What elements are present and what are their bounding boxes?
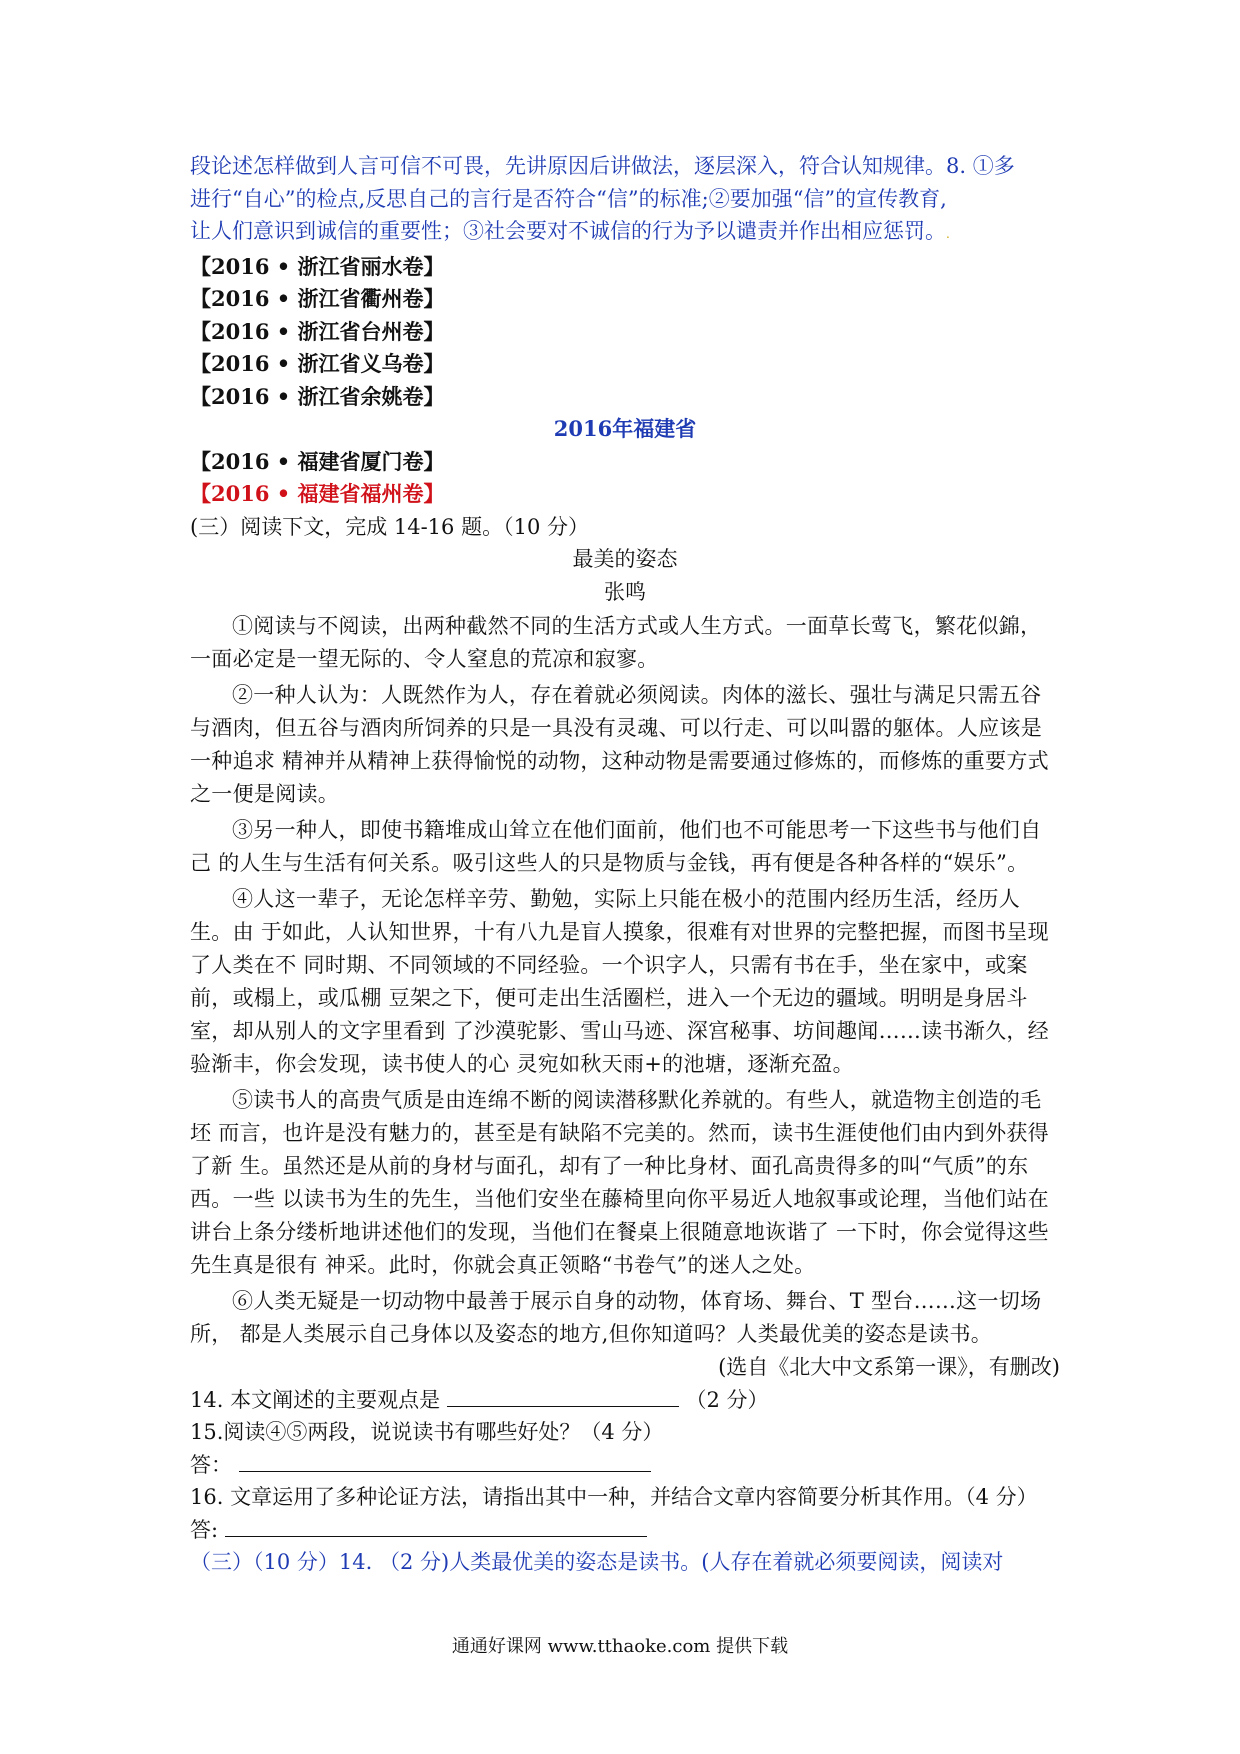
- article-paragraph-6: ⑥人类无疑是一切动物中最善于展示自身的动物，体育场、舞台、T 型台……这一切场所， 都是人类展示自己身体以及姿态的地方,但你知道吗？人类最优美的姿态是读书。: [190, 1289, 1042, 1346]
- section-intro: (三）阅读下文，完成 14-16 题。（10 分）: [190, 514, 589, 539]
- zhejiang-exam-headers: [190, 251, 1060, 414]
- question-15-answer: [190, 1449, 1060, 1482]
- answer-line-1: 段论述怎样做到人言可信不可畏，先讲原因后讲做法，逐层深入，符合认知规律。8. ①多: [190, 154, 1015, 178]
- exam-header-yuyao: 【2016 • 浙江省余姚卷】: [190, 383, 445, 409]
- article-paragraph-4: ④人这一辈子，无论怎样辛劳、勤勉，实际上只能在极小的范围内经历生活，经历人生。由 于如此，人认知世界，十有八九是盲人摸象，很难有对世界的完整把握，而图书呈现了人类在不 同时期、不同领域的不同经验。一个识字人，只需有书在手，坐在家中，或案前，或榻上，或瓜棚 豆架之下，便可走出生活圈栏，进入一个无边的疆域。明明是身居斗室，却从别人的文字里看到 了沙漠驼影、雪山马迹、深宫秘事、坊间趣闻……读书渐久，经验渐丰，你会发现，读书使人的心 灵宛如秋天雨+的池塘，逐渐充盈。: [190, 887, 1049, 1076]
- answer-line-3-text: 让人们意识到诚信的重要性；③社会要对不诚信的行为予以谴责并作出相应惩罚。: [190, 219, 946, 243]
- question-16-answer: [190, 1514, 1060, 1547]
- article-title: 最美的姿态: [572, 547, 678, 571]
- article-body: [190, 610, 1060, 1351]
- article-paragraph-3: ③另一种人，即使书籍堆成山耸立在他们面前，他们也不可能思考一下这些书与他们自己 的人生与生活有何关系。吸引这些人的只是物质与金钱，再有便是各种各样的“娱乐”。: [190, 818, 1042, 875]
- question-14-answer-blank[interactable]: [447, 1384, 679, 1407]
- page-footer: 通通好课网 www.tthaoke.com 提供下载: [451, 1636, 789, 1657]
- article-author: 张鸣: [604, 579, 646, 604]
- province-title: 2016年福建省: [553, 416, 697, 441]
- exam-header-quzhou: 【2016 • 浙江省衢州卷】: [190, 286, 445, 311]
- exam-header-lishui: 【2016 • 浙江省丽水卷】: [190, 253, 445, 279]
- question-14-text: 14. 本文阐述的主要观点是: [190, 1387, 441, 1412]
- question-16-answer-label: 答:: [190, 1517, 219, 1542]
- document-page: [190, 150, 1060, 1579]
- question-14-score: （2 分）: [685, 1387, 769, 1412]
- question-16-answer-blank[interactable]: [225, 1514, 647, 1537]
- question-16: 16. 文章运用了多种论证方法，请指出其中一种，并结合文章内容简要分析其作用。（4 分）: [190, 1485, 1038, 1509]
- dot-mark-icon: .: [946, 227, 950, 241]
- answer-block-bottom: （三）（10 分）14. （2 分)人类最优美的姿态是读书。(人存在着就必须要阅读，阅读对: [190, 1550, 1004, 1574]
- question-15-answer-label: 答：: [190, 1452, 232, 1477]
- question-15: 15.阅读④⑤两段，说说读书有哪些好处？（4 分）: [190, 1420, 664, 1444]
- article-paragraph-2: ②一种人认为：人既然作为人，存在着就必须阅读。肉体的滋长、强壮与满足只需五谷与酒肉，但五谷与酒肉所饲养的只是一具没有灵魂、可以行走、可以叫嚣的躯体。人应该是一种追求 精神并从精神上获得愉悦的动物，这种动物是需要通过修炼的，而修炼的重要方式之一便是阅读。: [190, 683, 1049, 806]
- answer-line-2: 进行“自心”的检点,反思自己的言行是否符合“信”的标准;②要加强“信”的宣传教育,: [190, 186, 947, 211]
- exam-header-taizhou: 【2016 • 浙江省台州卷】: [190, 318, 445, 344]
- answer-block-top: [190, 150, 1060, 251]
- article-paragraph-5: ⑤读书人的高贵气质是由连绵不断的阅读潜移默化养就的。有些人，就造物主创造的毛坯 而言，也许是没有魅力的，甚至是有缺陷不完美的。然而，读书生涯使他们由内到外获得了新 生。虽然还是从前的身材与面孔，却有了一种比身材、面孔高贵得多的叫“气质”的东西。一些 以读书为生的先生，当他们安坐在藤椅里向你平易近人地叙事或论理，当他们站在讲台上条分缕析地讲述他们的发现，当他们在餐桌上很随意地诙谐了 一下时，你会觉得这些先生真是很有 神采。此时，你就会真正领略“书卷气”的迷人之处。: [190, 1088, 1049, 1277]
- article-paragraph-1: ①阅读与不阅读，出两种截然不同的生活方式或人生方式。一面草长莺飞，繁花似錦，一面必定是一望无际的、令人窒息的荒凉和寂寥。: [190, 614, 1042, 671]
- exam-header-yiwu: 【2016 • 浙江省义乌卷】: [190, 351, 445, 376]
- answer-line-3: [190, 215, 1060, 251]
- exam-header-xiamen: 【2016 • 福建省厦门卷】: [190, 448, 445, 474]
- question-15-answer-blank[interactable]: [239, 1449, 651, 1472]
- article-source: (选自《北大中文系第一课》，有删改): [718, 1355, 1060, 1379]
- exam-header-fuzhou: 【2016 • 福建省福州卷】: [190, 481, 445, 506]
- question-14: [190, 1384, 1060, 1417]
